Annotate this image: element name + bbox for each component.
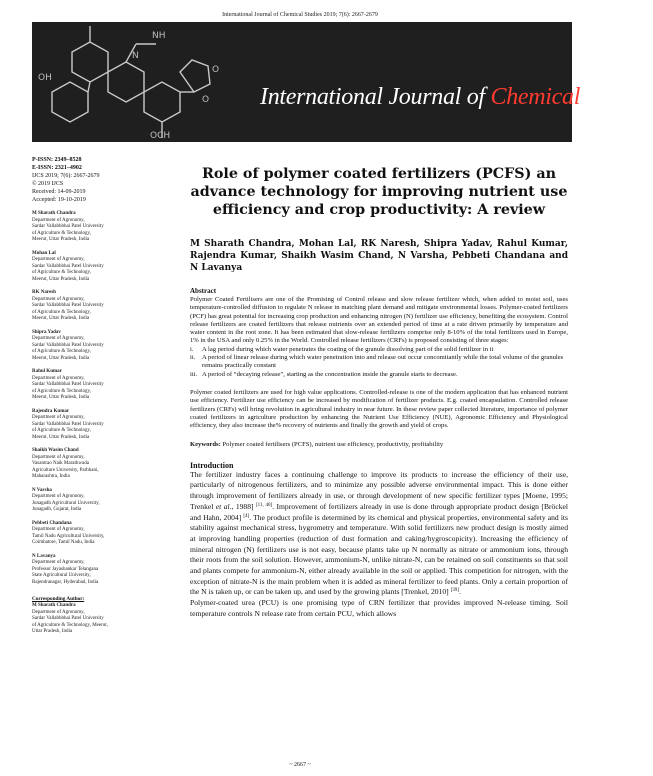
affiliation-line: Sardar Vallabhbhai Patel University [32, 224, 104, 229]
affiliation-line: Department of Agronomy, [32, 336, 85, 341]
affiliation-line: Agriculture University, Parbhani, [32, 467, 99, 473]
affiliation-line: of Agriculture & Technology, [32, 388, 91, 394]
corresponding-affiliation-line: of Agriculture & Technology, Meerut, [32, 622, 108, 628]
affiliation-line: Maharashtra, India [32, 474, 70, 479]
affiliation-line: Department of Agronomy, [32, 217, 85, 223]
journal-banner [32, 22, 653, 142]
affiliation-line: Department of Agronomy, [32, 257, 85, 262]
affiliation-line: Professor Jayashankar Telangana [32, 566, 99, 572]
page-number: ~ 2667 ~ [289, 762, 311, 768]
affiliation-block [32, 521, 162, 547]
affiliation-line: Vasantrao Naik Marathwada [32, 461, 89, 466]
introduction-heading: Introduction [190, 460, 234, 470]
corresponding-author [32, 603, 162, 636]
affiliation-block [32, 211, 162, 244]
stage-number: ii. [190, 354, 196, 362]
affiliation-block [32, 251, 162, 284]
keywords-text: Polymer coated fertilisers (PCFS), nutrient use efficiency, productivity, profitability [220, 441, 444, 449]
affiliation-line: Sardar Vallabhbhai Patel University [32, 382, 104, 387]
abstract-paragraph-1: Polymer Coated Fertilisers are one of the Promising of Control release and slow release fertilizer which, when added to moist soil, uses temperature-controlled diffusion to regulate N release in matching plant demand and mitigate environmental losses. Polymer-coated fertilizers (PCF) has great potential for increasing crop production and enhancing nitrogen (N) fertilizer use efficiency, benefiting the ecosystem. Control release fertilizers are coated fertilizers that release nutrients over an extended period of time at a rate driven primarily by temperature and water content in the root zone. It has been estimated that slow-release fertilizers comprise only 8-10% of the total fertilizers used in Europe, 1% in the USA and only 0.25% in the World. Controlled release fertilizers (CRFs) is proposed consisting of three stages: [190, 296, 568, 345]
stage-number: i. [190, 345, 194, 353]
molecule-label-oh: OH [38, 73, 52, 83]
affiliation-author-name: Pebbeti Chandana [32, 520, 72, 526]
affiliation-line: Department of Agronomy, [32, 527, 85, 532]
stage-text: A period of “decaying release”, starting as the concentration inside the granule starts to decrease. [202, 370, 458, 378]
affiliation-author-name: RK Naresh [32, 290, 56, 295]
affiliation-block [32, 330, 162, 363]
corresponding-heading: Corresponding Author: [32, 596, 85, 602]
citation-ref[interactable]: [4] [243, 513, 250, 519]
affiliation-block [32, 409, 162, 442]
stage-number: iii. [190, 370, 198, 378]
affiliation-line: Meerut, Uttar Pradesh, India [32, 395, 90, 400]
citation-ref[interactable]: [39] [450, 588, 459, 594]
affiliation-author-name: Shipra Yadav [32, 329, 61, 335]
affiliation-line: of Agriculture & Technology, [32, 349, 91, 354]
affiliation-line: Meerut, Uttar Pradesh, India [32, 434, 90, 440]
affiliation-line: Sardar Vallabhbhai Patel University [32, 263, 104, 269]
affiliation-author-name: N Varsha [32, 487, 52, 493]
sidebar [32, 156, 162, 636]
affiliation-line: Department of Agronomy, [32, 296, 85, 302]
author-list: M Sharath Chandra, Mohan Lal, RK Naresh, Shipra Yadav, Rahul Kumar, Rajendra Kumar, Shaikh Wasim Chand, N Varsha, Pebbeti Chandana and N Lavanya [190, 239, 568, 273]
molecule-graphic-icon [32, 22, 232, 142]
journal-citation-line: International Journal of Chemical Studies 2019; 7(6): 2667-2679 [222, 12, 378, 18]
molecule-label-nh: NH [152, 31, 166, 41]
affiliation-line: Department of Agronomy, [32, 375, 85, 381]
affiliation-line: Meerut, Uttar Pradesh, India [32, 355, 90, 361]
affiliation-line: Rajendranagar, Hyderabad, India [32, 579, 99, 585]
affiliation-line: of Agriculture & Technology, [32, 428, 91, 433]
p-issn: P-ISSN: 2349–8528 [32, 157, 82, 163]
keywords [190, 441, 568, 449]
affiliation-line: Tamil Nadu Agricultural University, [32, 533, 105, 539]
affiliation-line: Department of Agronomy, [32, 494, 85, 499]
abstract-stage-item [190, 346, 568, 354]
corresponding-affiliation-line: Department of Agronomy, [32, 609, 85, 615]
keywords-label: Keywords: [190, 441, 221, 449]
received-date: Received: 14-09-2019 [32, 189, 86, 195]
abstract-paragraph-2: Polymer coated fertilizers are used for high value applications. Controlled-release is one of the modern application that has enhanced nutrient use efficiency. Fertilizer use efficiency can be increased by modification of fertilizer products. E.g. coated encapsulation. Controlled release fertilizers (CRFs) will bring revolution in agricultural industry in near future. In these review paper collected literature, importance of polymer coated fertilizers in agriculture production by enhancing the Nutrient Use Efficiency (NUE), Agronomic Efficiency and Physiological efficiency, they also increase the% recovery of nutrients and finally the growth and yield of crops. [190, 388, 568, 430]
citation-ref[interactable]: [11, 40] [255, 502, 273, 508]
copyright: © 2019 IJCS [32, 181, 64, 187]
issn-block [32, 156, 162, 204]
introduction-paragraph-2: Polymer-coated urea (PCU) is one promising type of CRN fertilizer that provides improved N-release timing. Soil temperature controls N release rate from certain PCU, which allows [190, 598, 568, 618]
abstract-stage-item [190, 371, 568, 379]
main-column [190, 165, 568, 620]
accepted-date: Accepted: 19-10-2019 [32, 197, 86, 203]
affiliation-line: Junagadh Agricultural University, [32, 500, 100, 506]
ijcs-citation: IJCS 2019; 7(6): 2667-2679 [32, 173, 100, 179]
affiliation-line: Department of Agronomy, [32, 454, 85, 460]
affiliation-line: of Agriculture & Technology, [32, 270, 91, 275]
introduction-paragraph-1: The fertilizer industry faces a continuing challenge to improve its products to increase the efficiency of their use, particularly of nitrogenous fertilizers, and to minimize any possible adverse environmental impact. This is done either through improvement of fertilizers already in use, or through development of new specific fertilizer types [Moene, 1995; Trenkel et al., 1988] [11, 40]. Improvement of fertilizers already in use is done through appropriate product design [Bröckel and Hahn, 2004] [4]. The product profile is determined by its chemical and physical properties, environmental safety and its stability against mechanical stress, hygrometry and temperature. With solid fertilizers new product design is mostly aimed at improving handling properties (reduction of dust formation and caking/hygroscopicity). Increasing the efficiency of mineral nitrogen (N) fertilizers use is not easy, because plants take up N normally as nitrate or ammonium ions, through their roots from the soil solution. However, ammonium-N, unlike nitrate-N, can be retained on soil constituents so that soil and plants compete for ammonium-N, either already available in the soil or applied. This competition for nitrogen, with the exception of nitrate-N is the main problem when it is added as mineral fertilizer to feed plants. Only a certain proportion of the N is taken up, or can be taken up, and used by the growing plants [Trenkel, 2010] [39]. [190, 469, 568, 597]
journal-name: International Journal of Chemical Studies [260, 84, 653, 110]
affiliation-line: Sardar Vallabhbhai Patel University [32, 421, 104, 427]
corresponding-affiliation [32, 610, 162, 636]
affiliation-author-name: Rajendra Kumar [32, 408, 70, 414]
abstract-stage-list [190, 346, 568, 379]
affiliation-author-name: M Sharath Chandra [32, 211, 76, 216]
e-issn: E-ISSN: 2321–4902 [32, 165, 82, 171]
molecule-label-o1: O [212, 65, 220, 75]
molecule-label-n: N [132, 51, 139, 61]
abstract-stage-item [190, 354, 568, 371]
stage-text: A lag period during which water penetrates the coating of the granule dissolving part of the solid fertilizer in it [202, 345, 494, 353]
affiliation-line: Sardar Vallabhbhai Patel University [32, 303, 104, 308]
affiliation-line: Meerut, Uttar Pradesh, India [32, 276, 90, 282]
affiliation-line: of Agriculture & Technology, [32, 309, 91, 315]
journal-name-highlight: Chemical [490, 84, 581, 110]
affiliation-line: Meerut, Uttar Pradesh, India [32, 316, 90, 321]
affiliation-block [32, 554, 162, 587]
corresponding-affiliation-line: Sardar Vallabhbhai Patel University [32, 616, 104, 621]
molecule-label-o2: O [202, 95, 210, 105]
paper-title: Role of polymer coated fertilizers (PCFS) an advance technology for improving nutrient use efficiency and crop productivity: A review [190, 166, 568, 218]
affiliation-author-name: Shaikh Wasim Chand [32, 448, 79, 453]
affiliation-block [32, 369, 162, 402]
affiliation-block [32, 290, 162, 323]
molecule-label-och: OCH [150, 131, 171, 141]
affiliation-line: Sardar Vallabhbhai Patel University [32, 342, 104, 348]
corresponding-name: M Sharath Chandra [32, 603, 76, 608]
affiliation-line: Department of Agronomy, [32, 415, 85, 420]
affiliation-line: State Agricultural University, [32, 573, 91, 578]
affiliation-list [32, 211, 162, 586]
corresponding-affiliation-line: Uttar Pradesh, India [32, 629, 73, 634]
affiliation-line: Coimbatore, Tamil Nadu, India [32, 540, 95, 545]
affiliation-author-name: N Lavanya [32, 553, 56, 559]
affiliation-line: of Agriculture & Technology, [32, 230, 91, 236]
abstract-heading: Abstract [190, 287, 217, 295]
affiliation-block [32, 448, 162, 481]
affiliation-author-name: Mohan Lal [32, 250, 56, 256]
affiliation-line: Meerut, Uttar Pradesh, India [32, 237, 90, 242]
affiliation-author-name: Rahul Kumar [32, 369, 62, 374]
affiliation-block [32, 488, 162, 514]
affiliation-line: Junagadh, Gujarat, India [32, 507, 82, 512]
stage-text: A period of linear release during which water penetration into and release out occur concomitantly while the total volume of the granules remains practically constant [202, 354, 564, 370]
affiliation-line: Department of Agronomy, [32, 560, 85, 565]
